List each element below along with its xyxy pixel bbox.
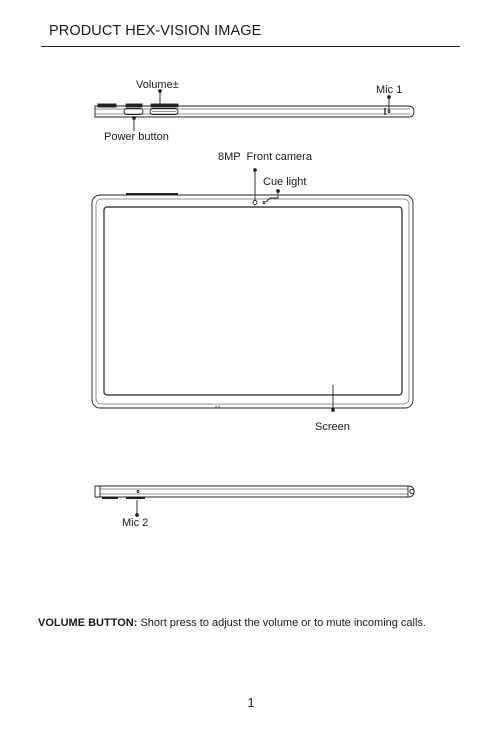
front-camera-label: 8MP Front camera: [218, 151, 312, 163]
mic1-label: Mic 1: [376, 84, 403, 96]
power-key-shape: [98, 104, 116, 107]
screen-label: Screen: [315, 421, 350, 433]
volume-button-description: [38, 616, 458, 631]
cue-light-dot: [263, 201, 265, 203]
bottom-side-view: [95, 486, 414, 499]
page-number: 1: [247, 695, 255, 710]
mic2-hole: [137, 491, 139, 493]
page-title: PRODUCT HEX-VISION IMAGE: [49, 23, 262, 39]
power-key-outline: [124, 109, 143, 115]
mic2-label: Mic 2: [122, 517, 149, 529]
mic1-hole: [388, 111, 390, 113]
description-heading: VOLUME BUTTON:: [38, 617, 138, 629]
front-view: [92, 193, 413, 408]
cue-light-label: Cue light: [263, 176, 307, 188]
volume-label: Volume±: [136, 79, 179, 91]
top-side-view: [95, 104, 414, 117]
front-camera-lens: [253, 201, 257, 205]
power-button-label: Power button: [104, 131, 169, 143]
screen-area: [104, 207, 402, 395]
description-text: Short press to adjust the volume or to mute incoming calls.: [137, 617, 426, 629]
